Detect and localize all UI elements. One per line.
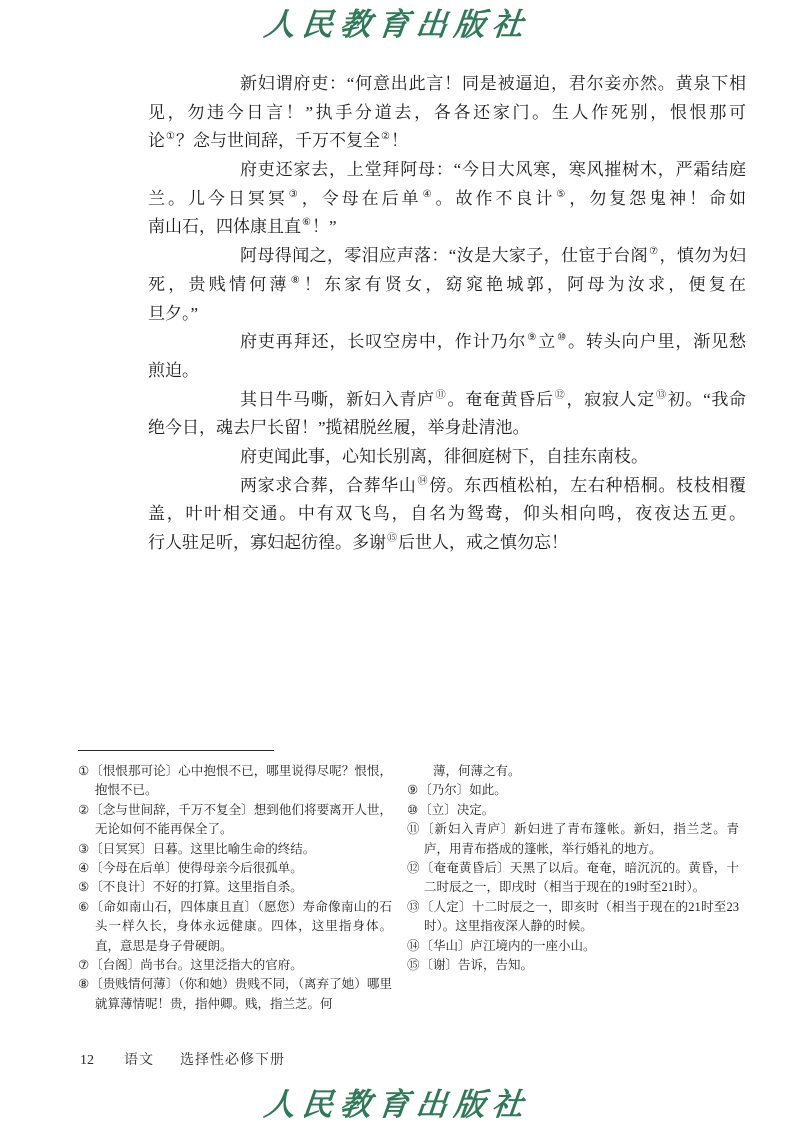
footnote-continuation: 薄，何薄之有。: [433, 764, 521, 778]
footnote-number: ④: [78, 861, 90, 876]
footnote-ref: ⑤: [556, 188, 569, 200]
poem-line: 新妇谓府吏：“何意出此言！同是被逼迫，君尔妾亦然。黄泉下相: [240, 74, 746, 93]
poem-line: 死，贵贱情何薄⑧！东家有贤女，窈窕艳城郭，阿母为汝求，便复在: [148, 274, 747, 294]
poem-line: 其日牛马嘶，新妇入青庐⑪。奄奄黄昏后⑫，寂寂人定⑬初。“我命: [240, 389, 747, 409]
volume-label: 选择性必修下册: [180, 1053, 285, 1068]
footnote-number: ⑤: [78, 880, 90, 895]
poem-line: 兰。儿今日冥冥③，令母在后单④。故作不良计⑤，勿复怨鬼神！命如: [148, 188, 747, 208]
footnotes-right: [407, 762, 739, 975]
footnote-item: ⑭〔华山〕庐江境内的一座小山。: [407, 938, 596, 953]
poem-line: 阿母得闻之，零泪应声落：“汝是大家子，仕宦于台阁⑦，慎勿为妇: [240, 246, 747, 266]
poem-line: 府吏还家去，上堂拜阿母：“今日大风寒，寒风摧树木，严霜结庭: [240, 160, 746, 180]
page-footer: [80, 1049, 285, 1069]
poem-body: [148, 70, 746, 558]
footnote-ref: ⑭: [417, 475, 429, 487]
footnote-item: ⑨〔乃尔〕如此。: [407, 783, 507, 798]
footnote-number: ⑦: [78, 958, 90, 973]
footnote-number: ⑪: [407, 822, 421, 837]
footnote-number: ③: [78, 841, 90, 856]
footnote-ref: ④: [422, 188, 435, 200]
footnote-item: ⑩〔立〕决定。: [407, 802, 495, 817]
footnote-ref: ⑧: [290, 274, 303, 286]
footnote-ref: ⑬: [655, 389, 667, 401]
footnote-item: ⑮〔谢〕告诉，告知。: [407, 958, 534, 973]
poem-line: 行人驻足听，寡妇起彷徨。多谢⑮后世人，戒之慎勿忘！: [148, 533, 568, 552]
footnote-item: ⑪〔新妇入青庐〕新妇进了青布篷帐。新妇，指兰芝。青庐，用青布搭成的篷帐，举行婚礼的地方。: [407, 822, 739, 856]
footnote-item: ⑥〔命如南山石，四体康且直〕（愿您）寿命像南山的石头一样久长，身体永远健康。四体，这里指身体。直，意思是身子骨硬朗。: [78, 899, 392, 953]
publisher-logo-bottom: 人民教育出版社: [262, 1087, 532, 1122]
footnote-item: ⑦〔台阁〕尚书台。这里泛指大的官府。: [78, 958, 303, 973]
footnote-ref: ⑫: [554, 389, 566, 401]
footnote-ref: ⑪: [435, 389, 447, 401]
footnote-number: ⑨: [407, 783, 419, 798]
footnote-item: ⑧〔贵贱情何薄〕（你和她）贵贱不同，（离弃了她）哪里就算薄情呢！贵，指仲卿。贱，指兰芝。何: [78, 977, 392, 1011]
poem-line: 旦夕。”: [148, 303, 199, 323]
footnote-ref: ⑦: [649, 246, 659, 258]
footnote-number: ⑫: [407, 861, 420, 876]
footnote-number: ⑧: [78, 977, 90, 992]
footnote-item: ②〔念与世间辞，千万不复全〕想到他们将要离开人世，无论如何不能再保全了。: [78, 802, 392, 837]
footnote-ref: ①: [166, 131, 175, 143]
poem-line: 盖，叶叶相交通。中有双飞鸟，自名为鸳鸯，仰头相向鸣，夜夜达五更。: [148, 504, 746, 524]
footnote-ref: ⑥: [302, 217, 311, 229]
footnote-number: ⑥: [78, 899, 90, 914]
poem-line: 绝今日，魂去尸长留！”揽裙脱丝履，举身赴清池。: [148, 418, 530, 438]
footnote-number: ⑭: [407, 938, 420, 953]
footnote-number: ⑩: [407, 802, 419, 817]
footnote-number: ⑬: [407, 899, 420, 914]
footnote-item: ④〔今母在后单〕使得母亲今后很孤单。: [78, 861, 303, 876]
poem-line: 见，勿违今日言！”执手分道去，各各还家门。生人作死别，恨恨那可: [148, 102, 746, 122]
poem-line: 两家求合葬，合葬华山⑭傍。东西植松柏，左右种梧桐。枝枝相覆: [240, 475, 747, 495]
footnote-ref: ⑨: [527, 332, 538, 344]
footnote-item: ⑤〔不良计〕不好的打算。这里指自杀。: [78, 880, 303, 895]
footnote-ref: ⑩: [557, 332, 567, 344]
footnote-ref: ⑮: [387, 533, 397, 544]
footnote-ref: ③: [288, 188, 301, 200]
publisher-logo-top: 人民教育出版社: [262, 7, 532, 42]
footnote-item: ⑫〔奄奄黄昏后〕天黑了以后。奄奄，暗沉沉的。黄昏，十二时辰之一，即戌时（相当于现在的19时至21时）。: [407, 861, 739, 895]
footnote-number: ⑮: [407, 958, 420, 973]
footnote-item: ①〔恨恨那可论〕心中抱恨不已，哪里说得尽呢？恨恨，抱恨不已。: [78, 764, 392, 798]
page-number: 12: [80, 1053, 94, 1068]
subject-label: 语文: [124, 1053, 154, 1068]
footnote-item: ③〔日冥冥〕日暮。这里比喻生命的终结。: [78, 841, 316, 856]
footnote-divider: [78, 750, 274, 751]
footnote-ref: ②: [380, 131, 390, 143]
poem-line: 论①？念与世间辞，千万不复全②！: [148, 131, 408, 151]
footnotes-left: [78, 762, 392, 1014]
poem-line: 南山石，四体康且直⑥！”: [148, 217, 337, 237]
poem-line: 府吏闻此事，心知长别离，徘徊庭树下，自挂东南枝。: [240, 446, 648, 466]
poem-line: 府吏再拜还，长叹空房中，作计乃尔⑨立⑩。转头向户里，渐见愁: [240, 332, 747, 352]
footnote-item: ⑬〔人定〕十二时辰之一，即亥时（相当于现在的21时至23时）。这里指夜深人静的时候。: [407, 899, 739, 934]
poem-line: 煎迫。: [148, 360, 199, 380]
footnote-number: ①: [78, 764, 90, 778]
footnote-number: ②: [78, 802, 90, 817]
